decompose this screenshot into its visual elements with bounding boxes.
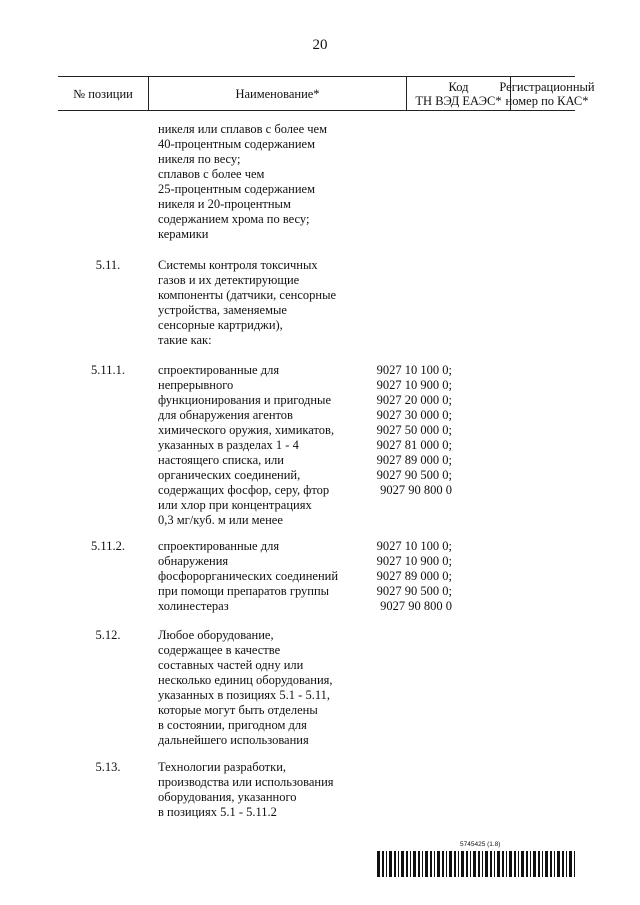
item-name-line: Системы контроля токсичных xyxy=(158,258,318,272)
tn-ved-code: 9027 10 900 0; xyxy=(376,378,452,392)
tn-ved-codes xyxy=(362,363,452,498)
tn-ved-code: 9027 81 000 0; xyxy=(376,438,452,452)
tn-ved-code: 9027 89 000 0; xyxy=(376,569,452,583)
item-name-line: химического оружия, химикатов, xyxy=(158,423,335,437)
item-name-line: Технологии разработки, xyxy=(158,760,287,774)
item-name-line: в позициях 5.1 - 5.11.2 xyxy=(158,805,277,819)
item-name-line: газов и их детектирующие xyxy=(158,273,300,287)
position-number: 5.12. xyxy=(95,628,121,642)
item-name-line: керамики xyxy=(158,227,209,241)
barcode xyxy=(377,851,575,877)
item-name-line: или хлор при концентрациях xyxy=(158,498,312,512)
item-name xyxy=(158,760,356,820)
item-name-line: указанных в разделах 1 - 4 xyxy=(158,438,299,452)
item-name-line: при помощи препаратов группы xyxy=(158,584,330,598)
item-name-line: сенсорные картриджи), xyxy=(158,318,283,332)
position-number: 5.11.2. xyxy=(91,539,125,553)
item-name-line: 40-процентным содержанием xyxy=(158,137,315,151)
item-name-line: устройства, заменяемые xyxy=(158,303,287,317)
item-name-line: несколько единиц оборудования, xyxy=(158,673,333,687)
item-name-line: никеля по весу; xyxy=(158,152,241,166)
header-position: № позиции xyxy=(73,86,133,101)
document-id: 5745425 (1.8) xyxy=(460,841,501,848)
item-name-line: такие как: xyxy=(158,333,212,347)
tn-ved-code: 9027 10 100 0; xyxy=(376,363,452,377)
item-name-line: спроектированные для xyxy=(158,363,280,377)
item-name-line: непрерывного xyxy=(158,378,234,392)
item-name xyxy=(158,363,356,528)
header-reg xyxy=(499,77,595,110)
tn-ved-codes xyxy=(362,539,452,614)
tn-ved-code: 9027 20 000 0; xyxy=(376,393,452,407)
item-name xyxy=(158,122,356,242)
tn-ved-code: 9027 30 000 0; xyxy=(376,408,452,422)
item-name-line: никеля или сплавов с более чем xyxy=(158,122,327,136)
item-name-line: 25-процентным содержанием xyxy=(158,182,315,196)
item-name-line: никеля и 20-процентным xyxy=(158,197,291,211)
item-name-line: функционирования и пригодные xyxy=(158,393,331,407)
tn-ved-code: 9027 90 500 0; xyxy=(376,584,452,598)
item-name-line: для обнаружения агентов xyxy=(158,408,293,422)
item-name xyxy=(158,258,356,348)
table-header xyxy=(58,76,595,111)
tn-ved-code: 9027 10 100 0; xyxy=(376,539,452,553)
item-name-line: компоненты (датчики, сенсорные xyxy=(158,288,337,302)
header-code-line: ТН ВЭД ЕАЭС* xyxy=(415,93,502,108)
item-name-line: холинестераз xyxy=(158,599,229,613)
item-name-line: сплавов с более чем xyxy=(158,167,265,181)
item-name-line: Любое оборудование, xyxy=(158,628,274,642)
page-number: 20 xyxy=(312,37,328,53)
item-name-line: содержащее в качестве xyxy=(158,643,281,657)
item-name-line: производства или использования xyxy=(158,775,334,789)
tn-ved-code: 9027 89 000 0; xyxy=(376,453,452,467)
position-number: 5.13. xyxy=(95,760,121,774)
item-name-line: содержащих фосфор, серу, фтор xyxy=(158,483,330,497)
header-code-line: Код xyxy=(448,79,469,94)
tn-ved-code: 9027 90 500 0; xyxy=(376,468,452,482)
tn-ved-code: 9027 90 800 0 xyxy=(380,599,452,613)
header-code xyxy=(407,77,510,110)
item-name-line: в состоянии, пригодном для xyxy=(158,718,307,732)
item-name-line: органических соединений, xyxy=(158,468,301,482)
tn-ved-code: 9027 50 000 0; xyxy=(376,423,452,437)
item-name xyxy=(158,539,356,614)
item-name-line: которые могут быть отделены xyxy=(158,703,318,717)
item-name-line: содержанием хрома по весу; xyxy=(158,212,310,226)
item-name-line: настоящего списка, или xyxy=(158,453,284,467)
tn-ved-code: 9027 90 800 0 xyxy=(380,483,452,497)
item-name xyxy=(158,628,356,748)
header-reg-line: Регистрационный xyxy=(499,79,595,94)
tn-ved-code: 9027 10 900 0; xyxy=(376,554,452,568)
item-name-line: дальнейшего использования xyxy=(158,733,309,747)
position-number: 5.11. xyxy=(95,258,121,272)
item-name-line: спроектированные для xyxy=(158,539,280,553)
header-name: Наименование* xyxy=(235,86,320,101)
item-name-line: составных частей одну или xyxy=(158,658,304,672)
header-reg-line: номер по КАС* xyxy=(505,93,589,108)
item-name-line: 0,3 мг/куб. м или менее xyxy=(158,513,283,527)
item-name-line: фосфорорганических соединений xyxy=(158,569,339,583)
position-number: 5.11.1. xyxy=(91,363,125,377)
item-name-line: оборудования, указанного xyxy=(158,790,297,804)
item-name-line: указанных в позициях 5.1 - 5.11, xyxy=(158,688,330,702)
item-name-line: обнаружения xyxy=(158,554,229,568)
